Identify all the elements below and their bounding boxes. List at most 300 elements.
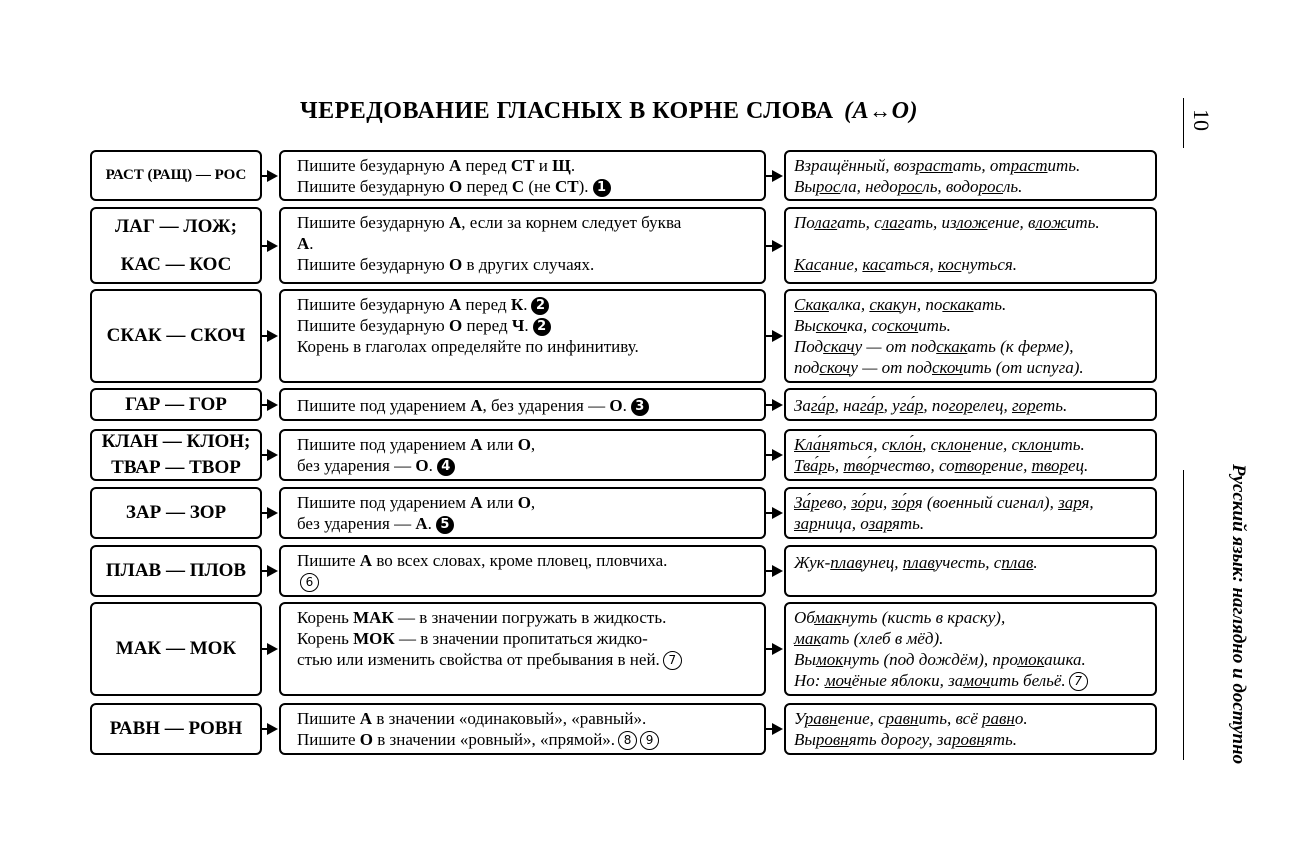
rule-text: Пишите под ударением <box>297 396 471 415</box>
arrow-right-icon <box>772 399 783 411</box>
example-text: под <box>794 358 820 377</box>
example-text: , по <box>923 396 949 415</box>
rule-text: перед <box>461 295 511 314</box>
example-text: , с <box>922 435 939 454</box>
underlined-root: лаг <box>881 213 905 232</box>
example-line <box>794 254 1147 275</box>
example-text: и, <box>874 493 892 512</box>
example-line <box>794 455 1147 476</box>
footnote-number-icon: 3 <box>631 398 649 416</box>
example-line <box>794 176 1147 197</box>
root-pair: РАВН — РОВН <box>109 718 243 740</box>
rule-box <box>279 388 766 421</box>
underlined-root: скак <box>936 337 968 356</box>
example-line <box>794 315 1147 336</box>
example-text: ашка. <box>1044 650 1086 669</box>
underlined-root: Тва́р <box>794 456 828 475</box>
arrow-right-icon <box>772 170 783 182</box>
example-text: Взращённый, воз <box>794 156 916 175</box>
rule-text: в значении «одинаковый», «равный». <box>372 709 647 728</box>
arrow-right-icon <box>267 449 278 461</box>
example-line <box>794 552 1147 573</box>
underlined-root: Скак <box>794 295 829 314</box>
example-text: ать (хлеб в мёд). <box>820 629 944 648</box>
rule-line <box>297 395 756 416</box>
rule-line <box>297 513 756 534</box>
arrow-right-icon <box>267 643 278 655</box>
bold-letter: А <box>470 493 483 512</box>
rule-text: ). <box>578 177 589 196</box>
root-pair: СКАК — СКОЧ <box>106 325 246 347</box>
example-text: ение, <box>991 456 1032 475</box>
rule-line <box>297 176 756 197</box>
example-text: ение, в <box>987 213 1036 232</box>
example-line <box>794 233 1147 254</box>
examples-box <box>784 429 1157 481</box>
circled-number-icon: 7 <box>1069 672 1088 691</box>
rule-line <box>297 492 756 513</box>
example-text: ёные яблоки, за <box>851 671 964 690</box>
underlined-root: га́р <box>810 396 835 415</box>
example-text: У <box>794 709 805 728</box>
underlined-root: скоч <box>932 358 964 377</box>
root-pair: КАС — КОС <box>120 253 232 275</box>
rule-text: без ударения — <box>297 456 416 475</box>
arrow-right-icon <box>267 240 278 252</box>
example-text: ание, <box>820 255 863 274</box>
example-text: Под <box>794 337 824 356</box>
example-text: нуть (под дождём), про <box>843 650 1018 669</box>
example-text: Но: <box>794 671 825 690</box>
underlined-root: мак <box>814 608 842 627</box>
example-text: ун, по <box>900 295 943 314</box>
rule-text: — в значении пропитаться жидко- <box>394 629 648 648</box>
arrow-right-icon <box>772 565 783 577</box>
bold-letter: А <box>415 514 428 533</box>
rule-line <box>297 607 756 628</box>
rule-text: , если за корнем следует буква <box>461 213 682 232</box>
underlined-root: плав <box>1001 553 1034 572</box>
underlined-root: равн <box>804 709 838 728</box>
rule-box <box>279 429 766 481</box>
underlined-root: За́р <box>794 493 820 512</box>
example-line <box>794 336 1147 357</box>
underlined-root: раст <box>915 156 953 175</box>
example-text: унец, <box>862 553 903 572</box>
rule-text: . <box>523 295 528 314</box>
underlined-root: равн <box>982 709 1015 728</box>
rule-text: или <box>482 493 518 512</box>
page-title <box>300 98 918 125</box>
root-pair: РАСТ (РАЩ) — РОС <box>105 167 247 184</box>
examples-box <box>784 545 1157 597</box>
example-text: ить. <box>1066 213 1100 232</box>
bold-letter: К <box>510 295 524 314</box>
underlined-root: лож <box>1035 213 1067 232</box>
rule-line <box>297 649 756 670</box>
example-text: ить. <box>1051 435 1085 454</box>
rule-text: Пишите безударную <box>297 177 449 196</box>
example-text: у — от под <box>854 337 937 356</box>
rule-text: Пишите безударную <box>297 156 449 175</box>
bold-letter: А <box>449 156 462 175</box>
rule-text: , без ударения — <box>482 396 610 415</box>
example-text: Вы <box>794 316 816 335</box>
underlined-root: моч <box>963 671 991 690</box>
root-box <box>90 150 262 201</box>
example-text: ить (от испуга). <box>963 358 1084 377</box>
example-text: ять. <box>891 514 925 533</box>
underlined-root: раст <box>1010 156 1048 175</box>
example-text: яться, с <box>829 435 890 454</box>
title-text: ЧЕРЕДОВАНИЕ ГЛАСНЫХ В КОРНЕ СЛОВА <box>300 98 834 124</box>
underlined-root: скоч <box>819 358 851 377</box>
example-text: я, <box>1081 493 1094 512</box>
rule-text: Пишите безударную <box>297 213 449 232</box>
bold-letter: МАК <box>353 608 394 627</box>
rule-text: перед <box>462 177 512 196</box>
underlined-root: ровн <box>815 730 849 749</box>
examples-box <box>784 388 1157 421</box>
rule-text: стью или изменить свойства от пребывания в ней. <box>297 650 660 669</box>
example-text: чество, со <box>879 456 955 475</box>
example-text: ение, с <box>837 709 886 728</box>
underlined-root: твор <box>1031 456 1069 475</box>
example-text: ка, со <box>846 316 888 335</box>
rule-box <box>279 703 766 755</box>
example-text: Вы <box>794 730 816 749</box>
circled-number-icon: 6 <box>300 573 319 592</box>
bold-letter: О <box>449 177 463 196</box>
rule-text: Корень <box>297 629 354 648</box>
example-text: ать. <box>973 295 1007 314</box>
example-text: ница, о <box>817 514 869 533</box>
underlined-root: мок <box>1017 650 1045 669</box>
underlined-root: плав <box>902 553 935 572</box>
formula-o: О) <box>891 98 918 124</box>
underlined-root: ровн <box>951 730 985 749</box>
example-line <box>794 357 1147 378</box>
example-line <box>794 434 1147 455</box>
underlined-root: моч <box>824 671 852 690</box>
rule-text: Пишите под ударением <box>297 493 471 512</box>
example-text: ец. <box>1068 456 1089 475</box>
title-formula <box>844 98 918 124</box>
example-line <box>794 729 1147 750</box>
circled-number-icon: 7 <box>663 651 682 670</box>
root-box <box>90 388 262 421</box>
example-line <box>794 212 1147 233</box>
examples-box <box>784 487 1157 539</box>
root-pair: ТВАР — ТВОР <box>111 457 241 478</box>
arrow-right-icon <box>267 170 278 182</box>
rule-text: — в значении погружать в жидкость. <box>393 608 667 627</box>
rule-text: . <box>524 316 529 335</box>
rule-text: Корень <box>297 608 354 627</box>
arrow-right-icon <box>772 330 783 342</box>
rule-line <box>297 550 756 571</box>
example-text: ение, с <box>971 435 1020 454</box>
rule-text: Корень в глаголах определяйте по инфинитиву. <box>297 337 639 356</box>
rule-text: перед <box>462 316 512 335</box>
arrow-right-icon <box>267 723 278 735</box>
arrow-right-icon <box>772 507 783 519</box>
page-number: 10 <box>1189 109 1214 131</box>
underlined-root: скак <box>942 295 974 314</box>
rule-box <box>279 289 766 383</box>
example-line <box>794 670 1147 691</box>
margin-divider-top <box>1183 98 1184 148</box>
root-box <box>90 602 262 696</box>
rule-line <box>297 434 756 455</box>
rule-line <box>297 628 756 649</box>
rule-line <box>297 294 756 315</box>
underlined-root: гор <box>948 396 973 415</box>
example-text: аться, <box>885 255 938 274</box>
underlined-root: рос <box>815 177 841 196</box>
example-text: Вы <box>794 650 816 669</box>
rule-line <box>297 254 756 275</box>
example-text: ить бельё. <box>990 671 1066 690</box>
underlined-root: мок <box>815 650 844 669</box>
circled-number-icon: 8 <box>618 731 637 750</box>
root-box <box>90 207 262 284</box>
underlined-root: кло́н <box>889 435 923 454</box>
root-box <box>90 487 262 539</box>
rule-text: Пишите безударную <box>297 316 449 335</box>
rule-text: и <box>534 156 553 175</box>
bold-letter: О <box>449 316 463 335</box>
underlined-root: рос <box>978 177 1004 196</box>
arrow-right-icon <box>772 449 783 461</box>
underlined-root: клон <box>1019 435 1052 454</box>
bold-letter: МОК <box>353 629 395 648</box>
rule-line <box>297 315 756 336</box>
underlined-root: скоч <box>887 316 919 335</box>
underlined-root: скоч <box>815 316 847 335</box>
rule-text: Пишите <box>297 709 360 728</box>
rule-text: . <box>427 514 432 533</box>
bold-letter: СТ <box>510 156 535 175</box>
example-text: По <box>794 213 815 232</box>
example-text: еть. <box>1035 396 1068 415</box>
example-line <box>794 155 1147 176</box>
example-line <box>794 628 1147 649</box>
example-text: учесть, с <box>934 553 1002 572</box>
bold-letter: О <box>449 255 463 274</box>
underlined-root: лаг <box>814 213 838 232</box>
underlined-root: зар <box>868 514 892 533</box>
root-pair: ГАР — ГОР <box>125 393 227 415</box>
root-pair: МАК — МОК <box>115 638 237 660</box>
bold-letter: О <box>359 730 374 749</box>
footnote-number-icon: 1 <box>593 179 611 197</box>
underlined-root: зо́р <box>891 493 915 512</box>
example-text: ить, всё <box>918 709 983 728</box>
rule-text: . <box>309 234 314 253</box>
bold-letter: О <box>415 456 429 475</box>
examples-box <box>784 150 1157 201</box>
example-text: ать (к ферме), <box>967 337 1074 356</box>
footnote-number-icon: 4 <box>437 458 455 476</box>
example-text: Жук- <box>794 553 831 572</box>
arrow-right-icon <box>267 565 278 577</box>
rule-line <box>297 212 756 233</box>
root-box <box>90 545 262 597</box>
underlined-root: гор <box>1011 396 1036 415</box>
underlined-root: лож <box>956 213 988 232</box>
underlined-root: кос <box>938 255 962 274</box>
underlined-root: твор <box>954 456 992 475</box>
example-text: ить. <box>1047 156 1081 175</box>
margin-divider-bottom <box>1183 470 1184 760</box>
bold-letter: Ч <box>511 316 525 335</box>
example-text: алка, <box>828 295 870 314</box>
example-line <box>794 708 1147 729</box>
rule-text: Пишите под ударением <box>297 435 471 454</box>
bold-letter: С <box>511 177 525 196</box>
root-pair: ЗАР — ЗОР <box>125 502 227 524</box>
example-text: ла, недо <box>840 177 898 196</box>
root-box <box>90 429 262 481</box>
rule-text: . <box>570 156 576 175</box>
example-text: ать, с <box>837 213 882 232</box>
example-text: За <box>794 396 811 415</box>
bold-letter: А <box>297 234 310 253</box>
example-text: . <box>1033 553 1038 572</box>
arrow-right-icon <box>772 240 783 252</box>
underlined-root: зар <box>1058 493 1082 512</box>
arrow-right-icon <box>772 643 783 655</box>
rule-text: перед <box>461 156 511 175</box>
examples-box <box>784 703 1157 755</box>
example-text: ль. <box>1003 177 1023 196</box>
bold-letter: Щ <box>552 156 571 175</box>
example-text: Вы <box>794 177 816 196</box>
root-box <box>90 703 262 755</box>
underlined-root: равн <box>885 709 919 728</box>
underlined-root: га́р <box>899 396 924 415</box>
arrow-right-icon <box>267 507 278 519</box>
bold-letter: А <box>359 709 373 728</box>
bold-letter: О <box>517 493 531 512</box>
rule-box <box>279 545 766 597</box>
bold-letter: А <box>470 435 483 454</box>
example-text: ь, <box>827 456 844 475</box>
example-text: Об <box>794 608 815 627</box>
example-text: ль, водо <box>922 177 979 196</box>
underlined-root: кас <box>862 255 886 274</box>
book-side-title: Русский язык: наглядно и доступно <box>1228 464 1249 765</box>
bold-letter: О <box>609 396 623 415</box>
example-text: о. <box>1014 709 1028 728</box>
underlined-root: Кла́н <box>794 435 830 454</box>
circled-number-icon: 9 <box>640 731 659 750</box>
bold-letter: О <box>517 435 531 454</box>
rule-box <box>279 602 766 696</box>
example-text: у — от под <box>850 358 932 377</box>
root-box <box>90 289 262 383</box>
examples-box <box>784 289 1157 383</box>
underlined-root: рос <box>897 177 923 196</box>
examples-box <box>784 602 1157 696</box>
examples-box <box>784 207 1157 284</box>
example-line <box>794 395 1147 416</box>
example-text: ево, <box>819 493 852 512</box>
example-text: нуться. <box>961 255 1018 274</box>
rule-text: Пишите <box>297 730 360 749</box>
root-pair: ПЛАВ — ПЛОВ <box>105 560 247 582</box>
bold-letter: А <box>449 295 462 314</box>
arrow-right-icon <box>267 399 278 411</box>
example-text: нуть (кисть в краску), <box>841 608 1006 627</box>
rule-line <box>297 155 756 176</box>
example-text: елец, <box>972 396 1012 415</box>
rule-text: . <box>428 456 433 475</box>
underlined-root: зар <box>794 514 818 533</box>
rule-box <box>279 207 766 284</box>
example-line <box>794 607 1147 628</box>
rule-text: Пишите безударную <box>297 295 449 314</box>
example-line <box>794 492 1147 513</box>
example-text: я (военный сигнал), <box>914 493 1059 512</box>
underlined-root: зо́р <box>851 493 875 512</box>
example-text: ять. <box>984 730 1017 749</box>
rule-line <box>297 233 756 254</box>
rule-text: (не <box>524 177 555 196</box>
rule-text: в значении «ровный», «прямой». <box>373 730 616 749</box>
underlined-root: плав <box>830 553 863 572</box>
rule-line <box>297 336 756 357</box>
example-text: ять дорогу, за <box>848 730 952 749</box>
example-line <box>794 294 1147 315</box>
footnote-number-icon: 5 <box>436 516 454 534</box>
underlined-root: скач <box>823 337 855 356</box>
underlined-root: тво́р <box>843 456 880 475</box>
arrow-right-icon <box>772 723 783 735</box>
footnote-number-icon: 2 <box>531 297 549 315</box>
example-line <box>794 649 1147 670</box>
rule-box <box>279 487 766 539</box>
rule-line <box>297 708 756 729</box>
underlined-root: скак <box>869 295 901 314</box>
example-text: ать, из <box>904 213 957 232</box>
bold-letter: СТ <box>554 177 579 196</box>
root-pair: ЛАГ — ЛОЖ; <box>114 215 238 237</box>
rule-text: в других случаях. <box>462 255 595 274</box>
rule-text: . <box>622 396 627 415</box>
underlined-root: мак <box>794 629 821 648</box>
rule-text: во всех словах, кроме пловец, пловчиха. <box>372 551 668 570</box>
example-text: , у <box>883 396 900 415</box>
rule-line <box>297 571 756 592</box>
underlined-root: Кас <box>794 255 821 274</box>
example-line <box>794 513 1147 534</box>
footnote-number-icon: 2 <box>533 318 551 336</box>
rule-text: Пишите <box>297 551 360 570</box>
rule-box <box>279 150 766 201</box>
bold-letter: А <box>359 551 373 570</box>
formula-a: (А <box>844 98 870 124</box>
rule-line <box>297 729 756 750</box>
rule-text: , <box>530 493 536 512</box>
underlined-root: клон <box>938 435 972 454</box>
underlined-root: га́р <box>860 396 884 415</box>
bold-letter: А <box>449 213 462 232</box>
example-text: ать, от <box>952 156 1011 175</box>
bold-letter: А <box>470 396 483 415</box>
rule-text: или <box>482 435 518 454</box>
